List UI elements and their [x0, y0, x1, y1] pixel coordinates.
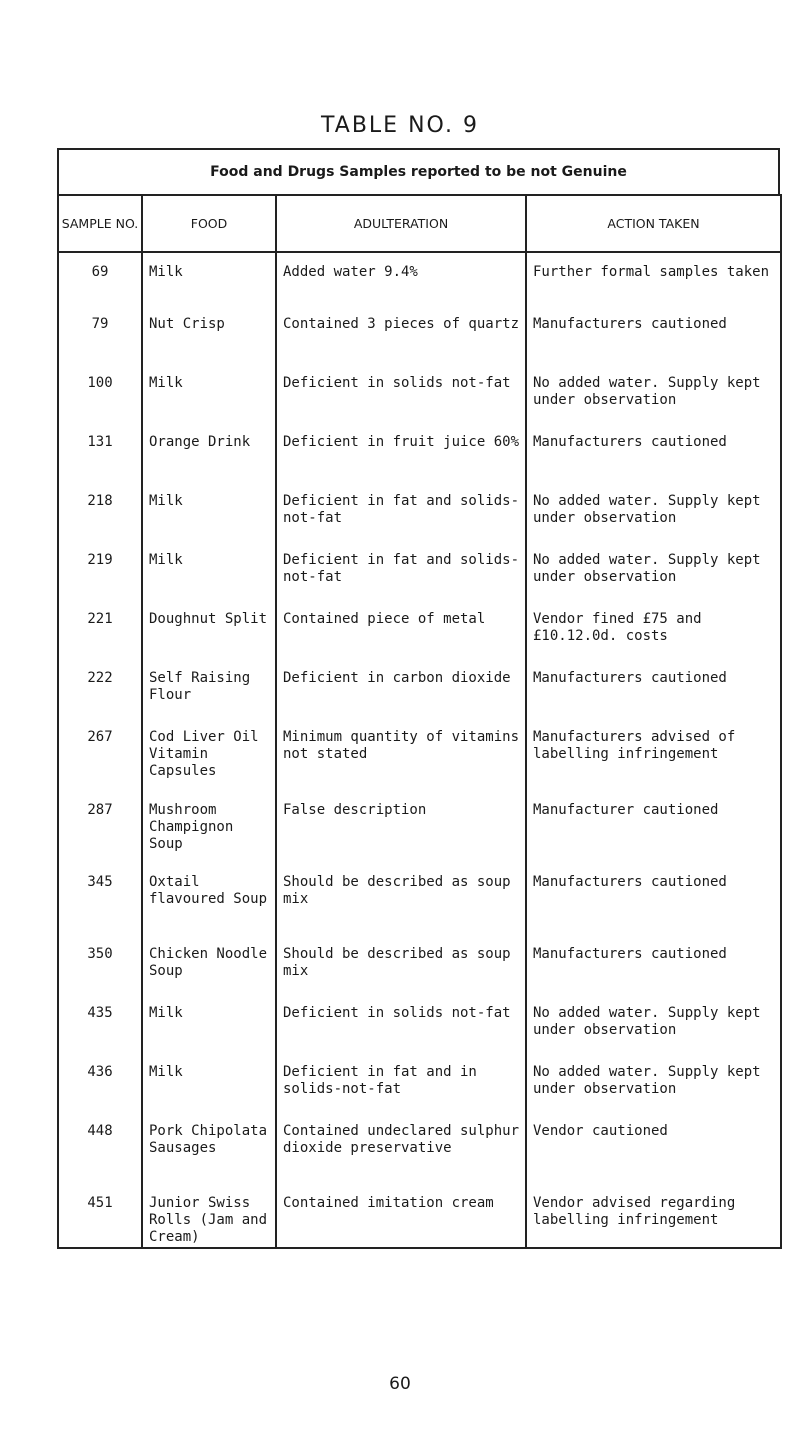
- food-cell: Oxtail flavoured Soup: [142, 869, 276, 941]
- page-title: TABLE NO. 9: [321, 113, 479, 138]
- sample-no-cell: 79: [58, 311, 142, 370]
- adulteration-cell: Deficient in fat and solids-not-fat: [276, 547, 526, 606]
- adulteration-cell: Should be described as soup mix: [276, 869, 526, 941]
- table-row: [58, 370, 781, 429]
- table-row: [58, 252, 781, 311]
- header-adulteration: ADULTERATION: [276, 195, 526, 252]
- action-cell: Manufacturers cautioned: [526, 665, 781, 724]
- action-cell: Manufacturers cautioned: [526, 869, 781, 941]
- food-cell: Milk: [142, 252, 276, 311]
- sample-no-cell: 436: [58, 1059, 142, 1118]
- sample-no-cell: 100: [58, 370, 142, 429]
- adulteration-cell: Added water 9.4%: [276, 252, 526, 311]
- sample-no-cell: 222: [58, 665, 142, 724]
- action-cell: No added water. Supply kept under observation: [526, 370, 781, 429]
- food-cell: Milk: [142, 370, 276, 429]
- table-row: [58, 1118, 781, 1190]
- food-cell: Cod Liver Oil Vitamin Capsules: [142, 724, 276, 797]
- food-cell: Nut Crisp: [142, 311, 276, 370]
- table-row: [58, 724, 781, 797]
- header-action: ACTION TAKEN: [526, 195, 781, 252]
- table-row: [58, 1059, 781, 1118]
- adulteration-cell: Deficient in fat and in solids-not-fat: [276, 1059, 526, 1118]
- action-cell: Manufacturers advised of labelling infringement: [526, 724, 781, 797]
- sample-no-cell: 218: [58, 488, 142, 547]
- adulteration-cell: Deficient in fruit juice 60%: [276, 429, 526, 488]
- action-cell: No added water. Supply kept under observation: [526, 1059, 781, 1118]
- sample-no-cell: 221: [58, 606, 142, 665]
- food-cell: Pork Chipolata Sausages: [142, 1118, 276, 1190]
- adulteration-cell: Deficient in solids not-fat: [276, 370, 526, 429]
- adulteration-cell: Deficient in solids not-fat: [276, 1000, 526, 1059]
- food-cell: Junior Swiss Rolls (Jam and Cream): [142, 1190, 276, 1248]
- food-cell: Milk: [142, 488, 276, 547]
- table-row: [58, 869, 781, 941]
- adulteration-cell: Deficient in fat and solids-not-fat: [276, 488, 526, 547]
- table-row: [58, 797, 781, 869]
- action-cell: Manufacturers cautioned: [526, 311, 781, 370]
- food-cell: Self Raising Flour: [142, 665, 276, 724]
- sample-no-cell: 219: [58, 547, 142, 606]
- adulteration-cell: Contained undeclared sulphur dioxide preservative: [276, 1118, 526, 1190]
- adulteration-cell: Minimum quantity of vitamins not stated: [276, 724, 526, 797]
- action-cell: Vendor fined £75 and £10.12.0d. costs: [526, 606, 781, 665]
- adulteration-cell: Should be described as soup mix: [276, 941, 526, 1000]
- adulteration-cell: Contained piece of metal: [276, 606, 526, 665]
- food-cell: Doughnut Split: [142, 606, 276, 665]
- action-cell: Manufacturers cautioned: [526, 941, 781, 1000]
- table-row: [58, 606, 781, 665]
- page-number: 60: [389, 1374, 411, 1394]
- adulteration-cell: Contained imitation cream: [276, 1190, 526, 1248]
- table-row: [58, 488, 781, 547]
- action-cell: No added water. Supply kept under observation: [526, 488, 781, 547]
- table-row: [58, 547, 781, 606]
- action-cell: No added water. Supply kept under observation: [526, 1000, 781, 1059]
- sample-no-cell: 451: [58, 1190, 142, 1248]
- sample-no-cell: 131: [58, 429, 142, 488]
- sample-no-cell: 345: [58, 869, 142, 941]
- table-row: [58, 311, 781, 370]
- header-sample-no: SAMPLE NO.: [58, 195, 142, 252]
- food-cell: Mushroom Champignon Soup: [142, 797, 276, 869]
- table-row: [58, 941, 781, 1000]
- sample-no-cell: 448: [58, 1118, 142, 1190]
- adulteration-cell: False description: [276, 797, 526, 869]
- table-caption: Food and Drugs Samples reported to be not Genuine: [57, 148, 780, 194]
- adulteration-cell: Contained 3 pieces of quartz: [276, 311, 526, 370]
- table-row: [58, 665, 781, 724]
- action-cell: Vendor advised regarding labelling infringement: [526, 1190, 781, 1248]
- header-row: [58, 195, 781, 252]
- food-cell: Milk: [142, 1000, 276, 1059]
- food-cell: Orange Drink: [142, 429, 276, 488]
- action-cell: Manufacturer cautioned: [526, 797, 781, 869]
- table-body: [58, 252, 781, 1248]
- table-row: [58, 1190, 781, 1248]
- sample-no-cell: 287: [58, 797, 142, 869]
- action-cell: Vendor cautioned: [526, 1118, 781, 1190]
- sample-no-cell: 69: [58, 252, 142, 311]
- food-cell: Milk: [142, 1059, 276, 1118]
- sample-no-cell: 267: [58, 724, 142, 797]
- sample-no-cell: 350: [58, 941, 142, 1000]
- food-cell: Chicken Noodle Soup: [142, 941, 276, 1000]
- food-cell: Milk: [142, 547, 276, 606]
- samples-table: [57, 194, 782, 1249]
- adulteration-cell: Deficient in carbon dioxide: [276, 665, 526, 724]
- table-row: [58, 1000, 781, 1059]
- header-food: FOOD: [142, 195, 276, 252]
- sample-no-cell: 435: [58, 1000, 142, 1059]
- action-cell: No added water. Supply kept under observation: [526, 547, 781, 606]
- action-cell: Further formal samples taken: [526, 252, 781, 311]
- table-row: [58, 429, 781, 488]
- action-cell: Manufacturers cautioned: [526, 429, 781, 488]
